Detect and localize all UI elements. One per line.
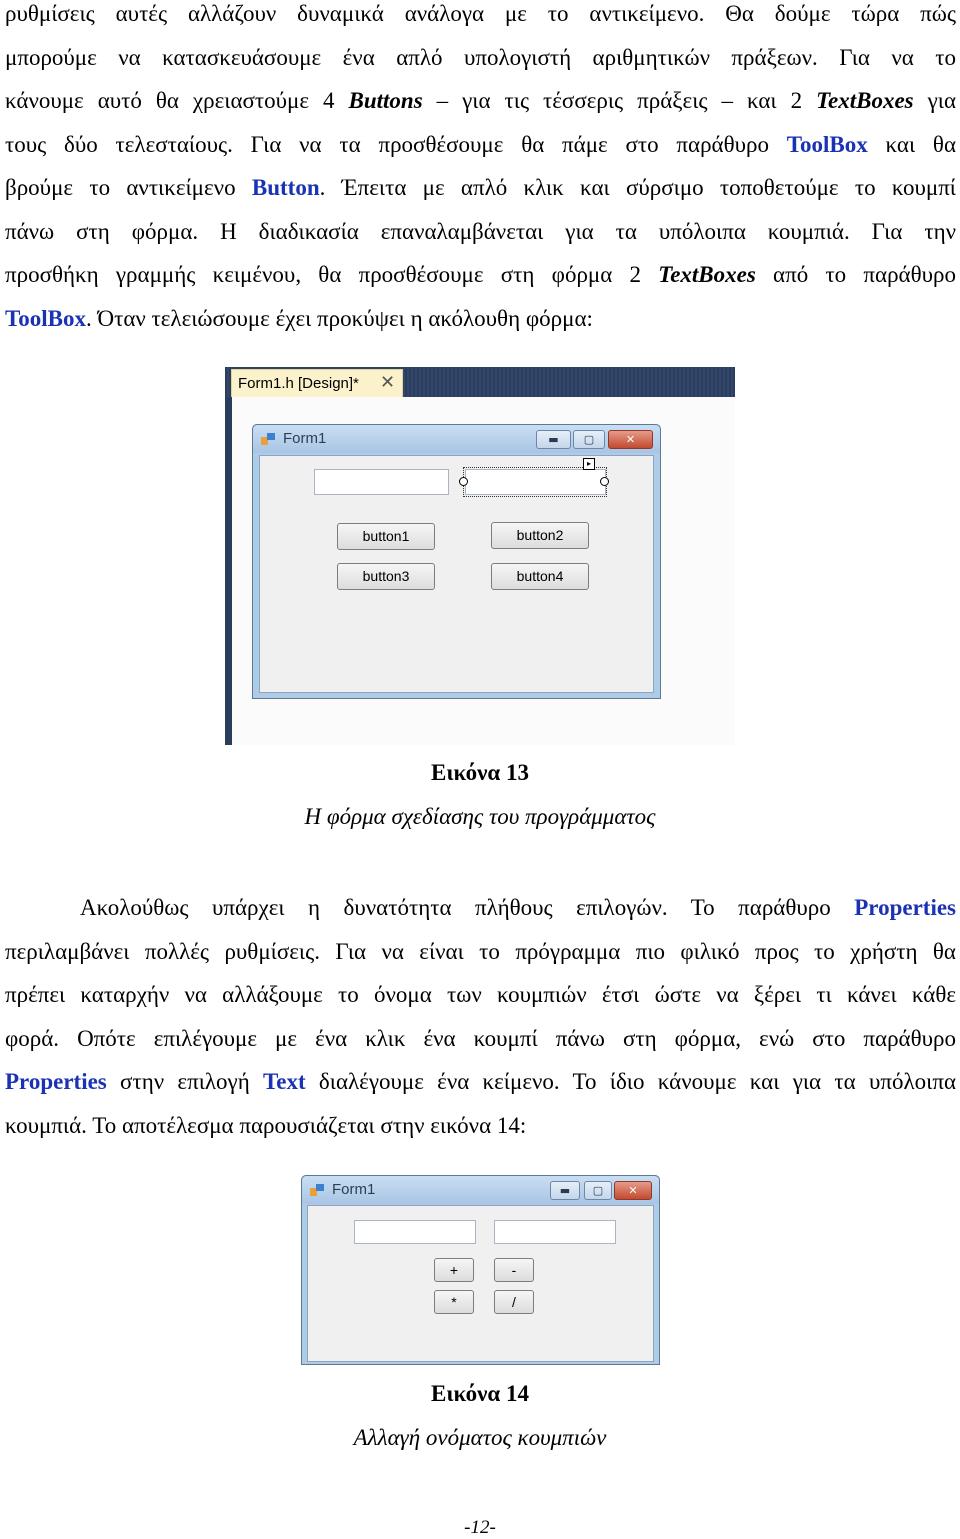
ide-left-border xyxy=(225,397,232,745)
operand1-textbox[interactable] xyxy=(354,1220,476,1244)
figure-14-caption-text: Αλλαγή ονόματος κουμπιών xyxy=(353,1425,607,1450)
button4[interactable]: button4 xyxy=(491,563,589,590)
text-line: βρούμε το αντικείμενο Button. Έπειτα με απλό κλικ και σύρσιμο τοποθετούμε το κουμπί xyxy=(5,175,956,200)
keyword-button: Button xyxy=(251,175,320,200)
text-line: φορά. Οπότε επιλέγουμε με ένα κλικ ένα κουμπί πάνω στη φόρμα, ενώ στο παράθυρο xyxy=(5,1025,956,1051)
text-line: Ακολούθως υπάρχει η δυνατότητα πλήθους επιλογών. Το παράθυρο Properties xyxy=(80,895,956,920)
operand2-textbox[interactable] xyxy=(494,1220,616,1244)
figure-13-caption-number: Εικόνα 13 xyxy=(431,760,529,785)
keyword-properties: Properties xyxy=(5,1069,107,1094)
selection-frame xyxy=(463,467,607,497)
paragraph-intro xyxy=(5,0,956,340)
minimize-button[interactable]: ▬ xyxy=(536,430,571,449)
divide-button[interactable]: / xyxy=(494,1290,534,1314)
button2[interactable]: button2 xyxy=(491,522,589,549)
multiply-button[interactable]: * xyxy=(434,1290,474,1314)
maximize-button[interactable]: ▢ xyxy=(573,430,605,449)
smart-tag-icon[interactable]: ▸ xyxy=(583,458,595,470)
text-line: κάνουμε αυτό θα χρειαστούμε 4 Buttons – για τις τέσσερις πράξεις – και 2 TextBoxes για xyxy=(5,88,956,113)
minimize-button[interactable]: ▬ xyxy=(550,1181,580,1200)
form-title: Form1 xyxy=(332,1181,376,1198)
keyword-properties: Properties xyxy=(854,895,956,920)
button1[interactable]: button1 xyxy=(337,523,435,550)
form-title: Form1 xyxy=(283,430,327,447)
text-line: περιλαμβάνει πολλές ρυθμίσεις. Για να είναι το πρόγραμμα πιο φιλικό προς το χρήστη θα xyxy=(5,938,956,964)
text-line: τους δύο τελεσταίους. Για να τα προσθέσουμε θα πάμε στο παράθυρο ToolBox και θα xyxy=(5,131,956,157)
keyword-textboxes: TextBoxes xyxy=(658,262,756,287)
figure-13-caption-text: Η φόρμα σχεδίασης του προγράμματος xyxy=(304,804,656,829)
close-button[interactable]: ✕ xyxy=(608,430,653,449)
form-app-icon xyxy=(261,433,275,445)
paragraph-properties xyxy=(5,886,956,1147)
form-client-area xyxy=(307,1205,654,1362)
figure-14-screenshot xyxy=(299,1172,662,1365)
subtract-button[interactable]: - xyxy=(494,1258,534,1282)
text-line: Properties στην επιλογή Text διαλέγουμε ένα κείμενο. Το ίδιο κάνουμε και για τα υπόλοιπα xyxy=(5,1069,956,1094)
keyword-toolbox: ToolBox xyxy=(5,305,86,331)
close-icon[interactable]: ✕ xyxy=(380,372,396,392)
form-client-area xyxy=(259,455,654,693)
text-line: πρέπει καταρχήν να αλλάξουμε το όνομα των κουμπιών έτσι ώστε να ξέρει τι κάνει κάθε xyxy=(5,982,956,1007)
page-number: -12- xyxy=(464,1517,496,1538)
form-app-icon xyxy=(310,1184,324,1196)
text-line: προσθήκη γραμμής κειμένου, θα προσθέσουμε στη φόρμα 2 TextBoxes από το παράθυρο xyxy=(5,262,956,287)
form-window[interactable] xyxy=(252,424,661,699)
maximize-button[interactable]: ▢ xyxy=(584,1181,612,1200)
keyword-text: Text xyxy=(263,1069,306,1094)
operand1-textbox[interactable] xyxy=(314,469,449,495)
text-line: ToolBox. Όταν τελειώσουμε έχει προκύψει η ακόλουθη φόρμα: xyxy=(5,305,593,331)
add-button[interactable]: + xyxy=(434,1258,474,1282)
text-line: ρυθμίσεις αυτές αλλάζουν δυναμικά ανάλογα με το αντικείμενο. Θα δούμε τώρα πώς xyxy=(5,1,956,26)
figure-14-caption-number: Εικόνα 14 xyxy=(431,1381,529,1406)
designer-tab[interactable] xyxy=(231,369,403,400)
keyword-toolbox: ToolBox xyxy=(786,131,868,157)
keyword-buttons: Buttons xyxy=(348,88,423,113)
text-line: μπορούμε να κατασκευάσουμε ένα απλό υπολογιστή αριθμητικών πράξεων. Για να το xyxy=(5,44,956,70)
form-window[interactable] xyxy=(301,1175,660,1365)
text-line: κουμπιά. Το αποτέλεσμα παρουσιάζεται στην εικόνα 14: xyxy=(5,1112,527,1138)
text-line: πάνω στη φόρμα. Η διαδικασία επαναλαμβάνεται για τα υπόλοιπα κουμπιά. Για την xyxy=(5,218,956,244)
keyword-textboxes: TextBoxes xyxy=(816,88,914,113)
close-button[interactable]: ✕ xyxy=(614,1181,652,1200)
designer-tab-label: Form1.h [Design]* xyxy=(238,375,359,392)
resize-handle-right[interactable] xyxy=(600,477,609,486)
figure-13-screenshot xyxy=(225,367,735,745)
resize-handle-left[interactable] xyxy=(459,477,468,486)
button3[interactable]: button3 xyxy=(337,563,435,590)
